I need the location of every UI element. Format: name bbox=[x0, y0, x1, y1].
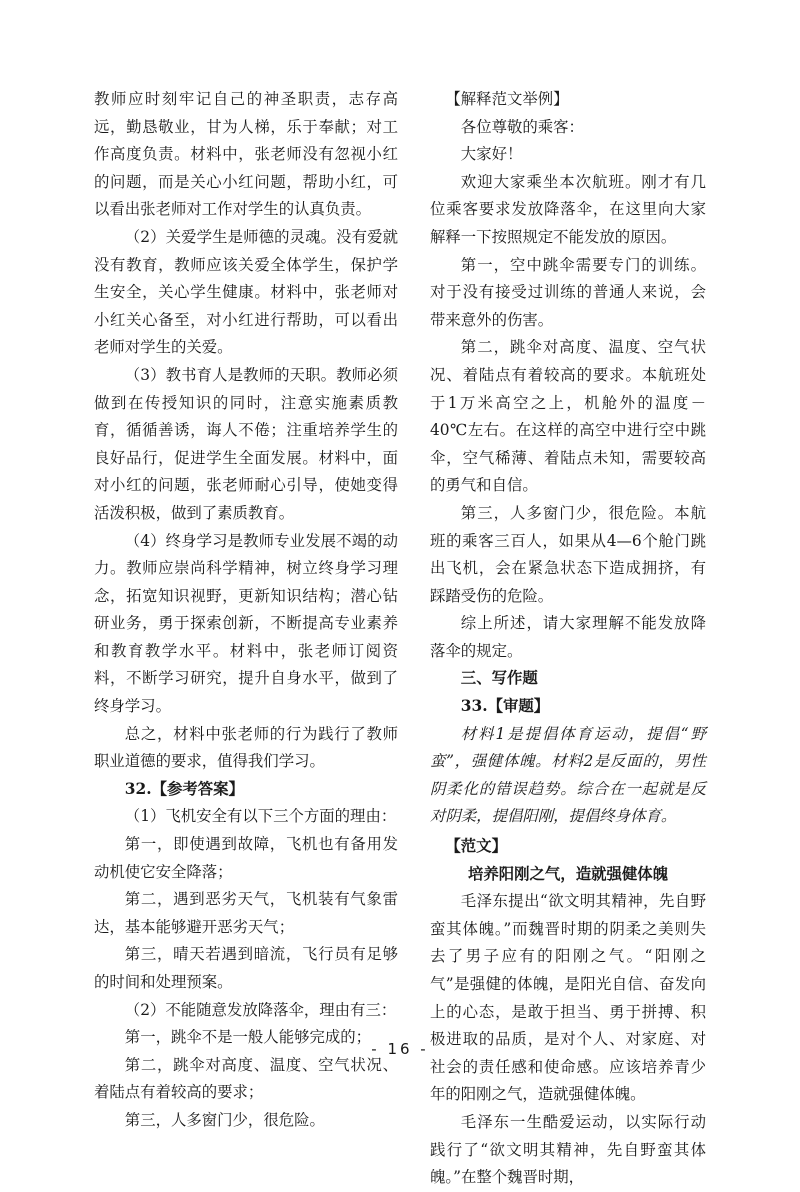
paragraph: 教师应时刻牢记自己的神圣职责，志存高远，勤恳敬业，甘为人梯，乐于奉献；对工作高度负责。材料中，张老师没有忽视小红的问题，而是关心小红问题，帮助小红，可以看出张老师对工作对学生的认真负责。 bbox=[94, 90, 398, 219]
paragraph: 培养阳刚之气，造就强健体魄 bbox=[467, 864, 669, 883]
right-column bbox=[430, 86, 706, 1192]
paragraph: （4）终身学习是教师专业发展不竭的动力。教师应崇尚科学精神，树立终身学习理念，拓宽知识视野，更新知识结构；潜心钻研业务，勇于探索创新，不断提高专业素养和教育教学水平。材料中，张老师订阅资料，不断学习研究，提升自身水平，做到了终身学习。 bbox=[94, 531, 398, 716]
paragraph: 33.【审题】 bbox=[460, 697, 550, 716]
paragraph: 32.【参考答案】 bbox=[124, 779, 244, 798]
paragraph: 欢迎大家乘坐本次航班。刚才有几位乘客要求发放降落伞，在这里向大家解释一下按照规定不能发放的原因。 bbox=[430, 172, 706, 246]
page-number: - 16 - bbox=[371, 1040, 429, 1058]
paragraph: 综上所述，请大家理解不能发放降落伞的规定。 bbox=[430, 614, 706, 660]
paragraph: 大家好！ bbox=[460, 145, 523, 164]
paragraph: 各位尊敬的乘客： bbox=[460, 117, 584, 136]
paragraph: 总之，材料中张老师的行为践行了教师职业道德的要求，值得我们学习。 bbox=[94, 724, 398, 771]
paragraph: 毛泽东一生酷爱运动，以实际行动践行了“欲文明其精神，先自野蛮其体魄。”在整个魏晋时期， bbox=[430, 1112, 706, 1187]
paragraph: 【范文】 bbox=[445, 837, 507, 856]
paragraph: （1）飞机安全有以下三个方面的理由： bbox=[124, 807, 397, 826]
paragraph: 第二，跳伞对高度、温度、空气状况、着陆点有着较高的要求； bbox=[94, 1055, 398, 1102]
paragraph: 第一，空中跳伞需要专门的训练。对于没有接受过训练的普通人来说，会带来意外的伤害。 bbox=[430, 255, 706, 329]
paragraph: 材料1是提倡体育运动，提倡“野蛮”，强健体魄。材料2是反面的，男性阴柔化的错误趋势。综合在一起就是反对阴柔，提倡阳刚，提倡终身体育。 bbox=[430, 724, 706, 826]
paragraph: 第二，跳伞对高度、温度、空气状况、着陆点有着较高的要求。本航班处于1万米高空之上，机舱外的温度－40℃左右。在这样的高空中进行空中跳伞，空气稀薄、着陆点未知，需要较高的勇气和自信。 bbox=[430, 338, 706, 495]
paragraph: 第一，跳伞不是一般人能够完成的； bbox=[124, 1028, 372, 1047]
paragraph: 第三，人多窗门少，很危险。本航班的乘客三百人，如果从4—6个舱门跳出飞机，会在紧急状态下造成拥挤，有踩踏受伤的危险。 bbox=[430, 503, 706, 605]
paragraph: （2）关爱学生是师德的灵魂。没有爱就没有教育，教师应该关爱全体学生，保护学生安全，关心学生健康。材料中，张老师对小红关心备至，对小红进行帮助，可以看出老师对学生的关爱。 bbox=[94, 227, 398, 357]
paragraph: （2）不能随意发放降落伞，理由有三： bbox=[124, 1000, 397, 1019]
paragraph: 第三，人多窗门少，很危险。 bbox=[124, 1110, 325, 1129]
paragraph: 三、写作题 bbox=[460, 669, 538, 688]
left-column bbox=[94, 86, 398, 1135]
paragraph: 毛泽东提出“欲文明其精神，先自野蛮其体魄。”而魏晋时期的阴柔之美则失去了男子应有的阳刚之气。“阳刚之气”是强健的体魄，是阳光自信、奋发向上的心态，是敢于担当、勇于拼搏、积极进取的品质，是对个人、对家庭、对社会的责任感和使命感。应该培养青少年的阳刚之气，造就强健体魄。 bbox=[430, 892, 706, 1104]
paragraph: 【解释范文举例】 bbox=[445, 90, 569, 108]
paragraph: 第一，即使遇到故障，飞机也有备用发动机使它安全降落； bbox=[94, 835, 398, 881]
paragraph: 第二，遇到恶劣天气，飞机装有气象雷达，基本能够避开恶劣天气； bbox=[94, 890, 398, 936]
paragraph: （3）教书育人是教师的天职。教师必须做到在传授知识的同时，注意实施素质教育，循循善诱，诲人不倦；注重培养学生的良好品行，促进学生全面发展。材料中，面对小红的问题，张老师耐心引导，使她变得活泼积极，做到了素质教育。 bbox=[94, 365, 398, 522]
paragraph: 第三，晴天若遇到暗流，飞行员有足够的时间和处理预案。 bbox=[94, 945, 398, 991]
